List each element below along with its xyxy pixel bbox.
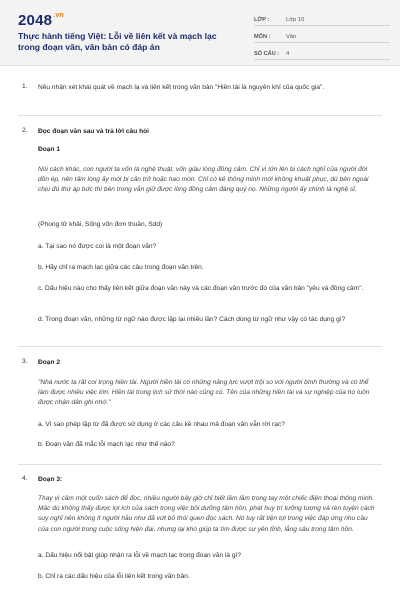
meta-value: Văn (286, 34, 297, 40)
passage-source: (Phong tử khải, Sống vốn đơn thuần, Sdd) (38, 221, 163, 228)
divider (18, 464, 382, 465)
sub-question: a. Vì sao phép lặp từ đã được sử dụng ở các câu kề nhau mà đoạn văn vẫn rời rạc? (38, 421, 285, 428)
question-text: Nêu nhận xét khái quát về mạch lạ và liên kết trong văn bản "Hiền tài là nguyên khí của quốc gia". (38, 84, 325, 91)
meta-value: Lớp 10 (286, 17, 305, 23)
sub-question: b. Hãy chỉ ra mạch lạc giữa các câu trong đoạn văn trên. (38, 264, 204, 271)
sub-question: c. Dấu hiệu nào cho thấy liên kết giữa đoạn văn này và các đoạn văn trước đó của văn bản "yêu và đồng cảm". (38, 285, 364, 292)
meta-key: LỚP : (254, 17, 270, 23)
sub-question: d. Trong đoạn văn, những từ ngữ nào được lặp lại nhiều lần? Cách dùng từ ngữ như vậy có tác dụng gì? (38, 316, 346, 323)
question-number: 3. (22, 358, 28, 365)
question-subheading: Đoạn 1 (38, 146, 60, 153)
meta-row-class (254, 10, 390, 26)
question-heading: Đọc đoạn văn sau và trả lời câu hỏi (38, 128, 149, 135)
passage: Thay vì cầm một cuốn sách để đọc, nhiều người bây giờ chỉ biết lăm lăm trong tay một chiếc điện thoại thông minh. Mặc dù không thấy được lợi ích của sách trong việc bồi dưỡng tâm hồn, phát huy trí tưởng tượng và rèn luyện cách suy nghĩ nên không ít người hầu như đã vứt bỏ thói quen đọc sách. Nó tuy rất tiện lợi trong việc đáp ứng nhu cầu của con người trong cuộc sống hiện đại, nhưng lại khó giúp ta tìm được sự yên tĩnh, lắng sâu trong tâm hồn. (38, 495, 375, 533)
sub-question: a. Tại sao nó được coi là một đoạn văn? (38, 243, 157, 250)
question-heading: Đoạn 3: (38, 476, 63, 483)
document-header (0, 0, 400, 66)
site-logo[interactable]: $2048^{.vn}$ (18, 12, 64, 29)
divider (18, 115, 382, 116)
meta-key: MÔN : (254, 34, 271, 40)
passage: "Nhà nước ta rất coi trọng hiền tài. Người hiền tài có những năng lực vượt trội so với người bình thường và có thể làm được nhiều việc lớn. Hiền tài trong lịch sử thời nào cũng có. Tên của những hiền tài và sự nghiệp của họ luôn được nhận dân ghi nhớ." (38, 379, 370, 407)
divider (18, 346, 382, 347)
question-number: 2. (22, 127, 28, 134)
sub-question: a. Dấu hiệu nổi bật giúp nhận ra lỗi về mạch lạc trong đoạn văn là gì? (38, 552, 242, 559)
question-number: 1. (22, 83, 28, 90)
sub-question: b. Chỉ ra các dấu hiệu của lỗi liên kết trong văn bản. (38, 573, 190, 580)
question-number: 4. (22, 475, 28, 482)
meta-row-count (254, 44, 390, 60)
document-meta (254, 10, 390, 61)
meta-row-subject (254, 27, 390, 43)
document-title: Thực hành tiếng Việt: Lỗi về liên kết và mạch lạc trong đoạn văn, văn bản có đáp án (18, 31, 217, 52)
question-heading: Đoạn 2 (38, 359, 60, 366)
sub-question: b. Đoạn văn đã mắc lỗi mạch lạc như thế nào? (38, 441, 175, 448)
meta-value: 4 (286, 51, 290, 57)
meta-key: SỐ CÂU : (254, 51, 280, 57)
passage: Nói cách khác, con người ta vốn là nghệ thuật, vốn giàu lòng đồng cảm. Chỉ vì lớn lên bị cách nghĩ của người đời dồn ép, nên tấm lòng ấy mới bị cản trở hoặc hao mòn. Chỉ có kẻ thông minh mới không khuất phục, dù bên ngoài chịu đủ thứ áp bức thì bên trong vẫn giữ được lòng đồng cảm đáng quý nọ. Những người ấy chính là nghệ sĩ. (38, 166, 369, 194)
